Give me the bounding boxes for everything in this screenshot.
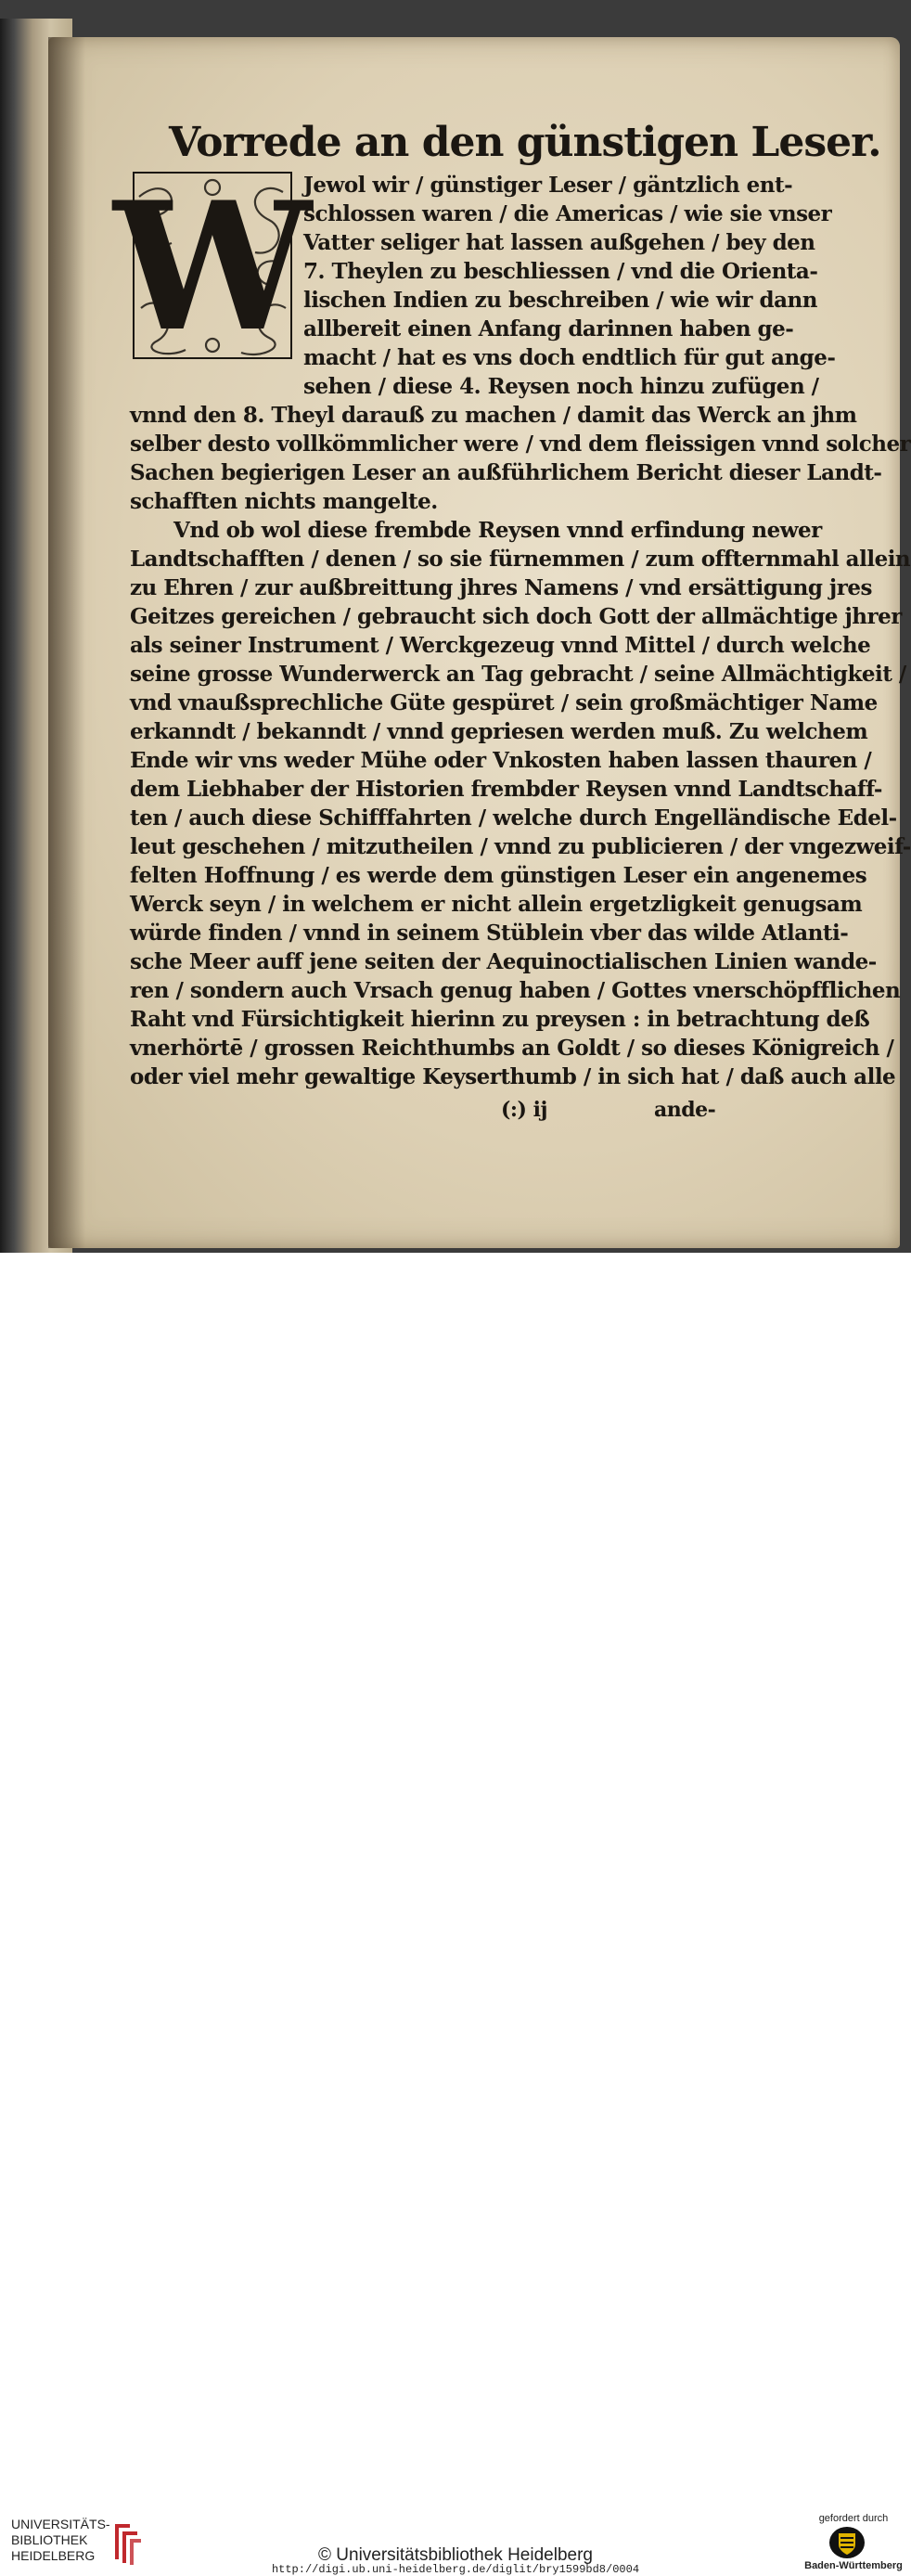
text-line: Sachen begierigen Leser an außführlichem Bericht dieser Landt- bbox=[130, 460, 882, 485]
catchword: ande- bbox=[654, 1098, 716, 1122]
initial-letter: W bbox=[113, 163, 312, 370]
text-line: Werck seyn / in welchem er nicht allein ergetzligkeit genugsam bbox=[130, 892, 863, 917]
text-line: sche Meer auff jene seiten der Aequinoctialischen Linien wande- bbox=[130, 949, 877, 974]
library-line: HEIDELBERG bbox=[11, 2548, 96, 2563]
permalink-url[interactable]: http://digi.ub.uni-heidelberg.de/diglit/bry1599bd8/0004 bbox=[271, 2563, 640, 2576]
text-line: Vnd ob wol diese frembde Reysen vnnd erfindung newer bbox=[173, 518, 822, 543]
text-line: sehen / diese 4. Reysen noch hinzu zufügen / bbox=[303, 374, 819, 399]
baden-wuerttemberg-crest-icon[interactable] bbox=[828, 2526, 866, 2559]
decorated-initial-w bbox=[113, 163, 312, 370]
text-line: Ende wir vns weder Mühe oder Vnkosten haben lassen thauren / bbox=[130, 748, 872, 773]
copyright-notice: © Universitätsbibliothek Heidelberg bbox=[318, 2545, 593, 2565]
viewer-footer bbox=[0, 1253, 911, 2576]
scan-area bbox=[0, 0, 911, 1253]
text-line: allbereit einen Anfang darinnen haben ge- bbox=[303, 316, 794, 341]
text-line: seine grosse Wunderwerck an Tag gebracht / seine Allmächtigkeit / bbox=[130, 662, 906, 687]
funder-name: Baden-Württemberg bbox=[804, 2560, 903, 2571]
text-line: ten / auch diese Schifffahrten / welche durch Engelländische Edel- bbox=[130, 805, 897, 831]
text-line: schafften nichts mangelte. bbox=[130, 489, 438, 514]
text-line: selber desto vollkömmlicher were / vnd dem fleissigen vnnd solcher bbox=[130, 431, 911, 457]
text-line: Vatter seliger hat lassen außgehen / bey den bbox=[303, 230, 815, 255]
text-line: erkanndt / bekanndt / vnnd gepriesen werden muß. Zu welchem bbox=[130, 719, 868, 744]
text-line: Jewol wir / günstiger Leser / gäntzlich ent- bbox=[303, 173, 793, 198]
text-line: Landtschafften / denen / so sie fürnemmen / zum offternmahl allein bbox=[130, 547, 911, 572]
text-line: als seiner Instrument / Werckgezeug vnnd Mittel / durch welche bbox=[130, 633, 871, 658]
page-title: Vorrede an den günstigen Leser. bbox=[169, 119, 881, 166]
text-line: Geitzes gereichen / gebraucht sich doch Gott der allmächtige jhrer bbox=[130, 604, 902, 629]
signature-mark: (:) ij bbox=[501, 1098, 547, 1122]
text-line: zu Ehren / zur außbreittung jhres Namens / vnd ersättigung jres bbox=[130, 575, 872, 600]
library-line: UNIVERSITÄTS- bbox=[11, 2517, 110, 2531]
library-line: BIBLIOTHEK bbox=[11, 2532, 88, 2547]
text-line: vnnd den 8. Theyl darauß zu machen / damit das Werck an jhm bbox=[130, 403, 857, 428]
text-line: schlossen waren / die Americas / wie sie vnser bbox=[303, 201, 832, 226]
text-line: leut geschehen / mitzutheilen / vnnd zu publicieren / der vngezweif- bbox=[130, 834, 911, 859]
text-line: ren / sondern auch Vrsach genug haben / Gottes vnerschöpfflichen bbox=[130, 978, 901, 1003]
text-line: lischen Indien zu beschreiben / wie wir dann bbox=[303, 288, 817, 313]
text-line: vnerhörtē / grossen Reichthumbs an Goldt / so dieses Königreich / bbox=[130, 1036, 894, 1061]
text-line: macht / hat es vns doch endtlich für gut ange- bbox=[303, 345, 836, 370]
funded-by-label: gefordert durch bbox=[818, 2513, 889, 2524]
text-line: 7. Theylen zu beschliessen / vnd die Orienta- bbox=[303, 259, 818, 284]
gutter-shadow bbox=[48, 37, 85, 1248]
text-line: dem Liebhaber der Historien frembder Reysen vnnd Landtschaff- bbox=[130, 777, 882, 802]
text-line: Raht vnd Fürsichtigkeit hierinn zu preysen : in betrachtung deß bbox=[130, 1007, 870, 1032]
text-line: oder viel mehr gewaltige Keyserthumb / in sich hat / daß auch alle bbox=[130, 1064, 896, 1089]
text-line: felten Hoffnung / es werde dem günstigen Leser ein angenemes bbox=[130, 863, 867, 888]
text-line: vnd vnaußsprechliche Güte gespüret / sein großmächtiger Name bbox=[130, 690, 878, 715]
text-line: würde finden / vnnd in seinem Stüblein vber das wilde Atlanti- bbox=[130, 921, 849, 946]
